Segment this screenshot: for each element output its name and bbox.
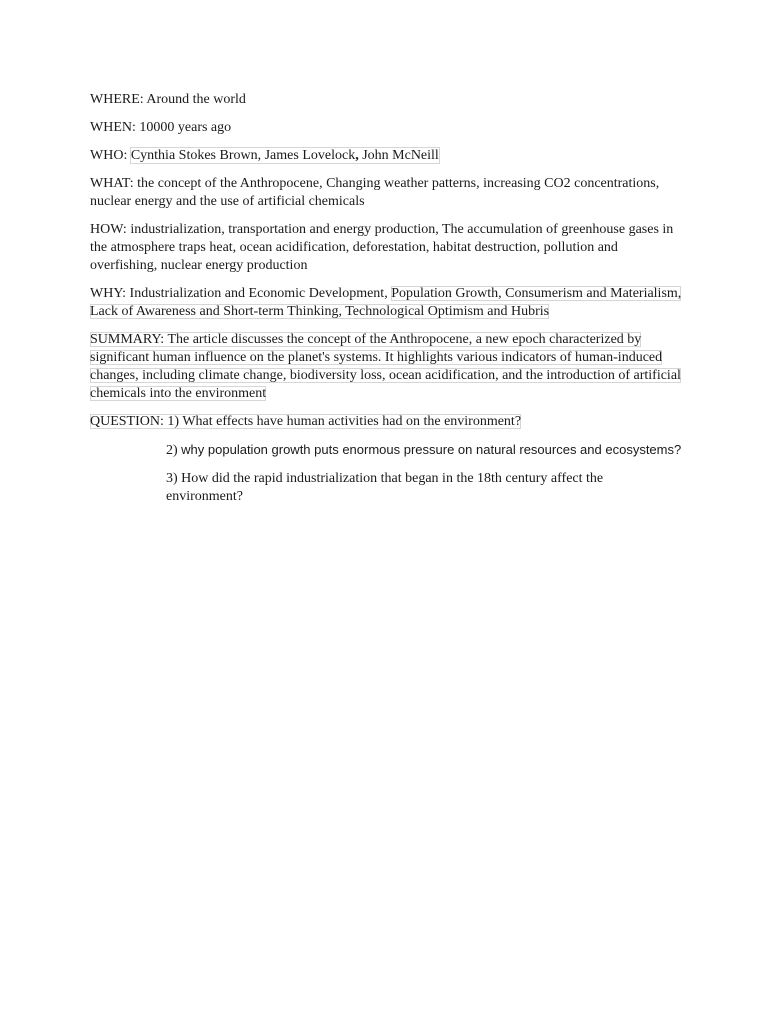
document-page xyxy=(90,91,682,516)
who-value xyxy=(131,148,439,163)
who-line: WHO: Cynthia Stokes Brown, James Lovelock, John McNeill xyxy=(90,148,439,163)
question-3-text: How did the rapid industrialization that began in the 18th century affect the environment? xyxy=(166,471,604,504)
what-label: WHAT xyxy=(90,176,130,191)
summary-line xyxy=(90,331,682,403)
question-1-block: QUESTION: 1) What effects have human activities had on the environment? xyxy=(90,414,522,429)
when-label: WHEN xyxy=(90,120,132,135)
who-label: WHO xyxy=(90,148,124,163)
what-value: the concept of the Anthropocene, Changing weather patterns, increasing CO2 concentrations, nuclear energy and the use of artificial chemicals xyxy=(90,176,660,209)
who-names-1: Cynthia Stokes Brown, James Lovelock xyxy=(130,148,356,163)
question-line-1 xyxy=(90,413,682,431)
where-line: WHERE: Around the world xyxy=(90,92,246,107)
how-value: industrialization, transportation and energy production, The accumulation of greenhouse gases in the atmosphere traps heat, ocean acidification, deforestation, habitat destruction, pollution and overfishing, nuclear energy production xyxy=(90,222,674,273)
question-3-number: 3) xyxy=(166,471,178,486)
question-line-3 xyxy=(166,470,682,506)
question-2-number: 2) xyxy=(166,443,178,458)
summary-label: SUMMARY xyxy=(90,332,161,347)
why-value-highlight: Population Growth, Consumerism and Materialism, Lack of Awareness and Short-term Thinking, Technological Optimism and Hubris xyxy=(90,286,682,319)
who-names-2: John McNeill xyxy=(358,148,439,163)
who-separator: , xyxy=(355,148,359,163)
when-line: WHEN: 10000 years ago xyxy=(90,120,232,135)
when-value: 10000 years ago xyxy=(139,120,232,135)
what-line: WHAT: the concept of the Anthropocene, Changing weather patterns, increasing CO2 concentrations, nuclear energy and the use of artificial chemicals xyxy=(90,176,660,209)
why-value-plain: Industrialization and Economic Development, xyxy=(129,286,392,301)
question-1-number: 1) xyxy=(167,414,180,429)
question-label: QUESTION xyxy=(90,414,160,429)
how-line: HOW: industrialization, transportation and energy production, The accumulation of greenhouse gases in the atmosphere traps heat, ocean acidification, deforestation, habitat destruction, pollution and overfishing, nuclear energy production xyxy=(90,222,674,273)
summary-value: The article discusses the concept of the Anthropocene, a new epoch characterized by significant human influence on the planet's systems. It highlights various indicators of human-induced changes, including climate change, biodiversity loss, ocean acidification, and the introduction of artificial chemicals into the environment xyxy=(90,332,681,401)
how-label: HOW xyxy=(90,222,123,237)
question-2-text: why population growth puts enormous pressure on natural resources and ecosystems? xyxy=(181,442,682,457)
summary-block: SUMMARY: The article discusses the concept of the Anthropocene, a new epoch characterized by significant human influence on the planet's systems. It highlights various indicators of human-induced changes, including climate change, biodiversity loss, ocean acidification, and the introduction of artificial chemicals into the environment xyxy=(90,332,681,401)
question-line-2 xyxy=(166,441,682,460)
why-label: WHY xyxy=(90,286,123,301)
why-line: WHY: Industrialization and Economic Development, Population Growth, Consumerism and Materialism, Lack of Awareness and Short-term Thinking, Technological Optimism and Hubris xyxy=(90,286,682,319)
question-1-text: What effects have human activities had on the environment? xyxy=(182,414,522,429)
where-value: Around the world xyxy=(146,92,246,107)
where-label: WHERE xyxy=(90,92,140,107)
